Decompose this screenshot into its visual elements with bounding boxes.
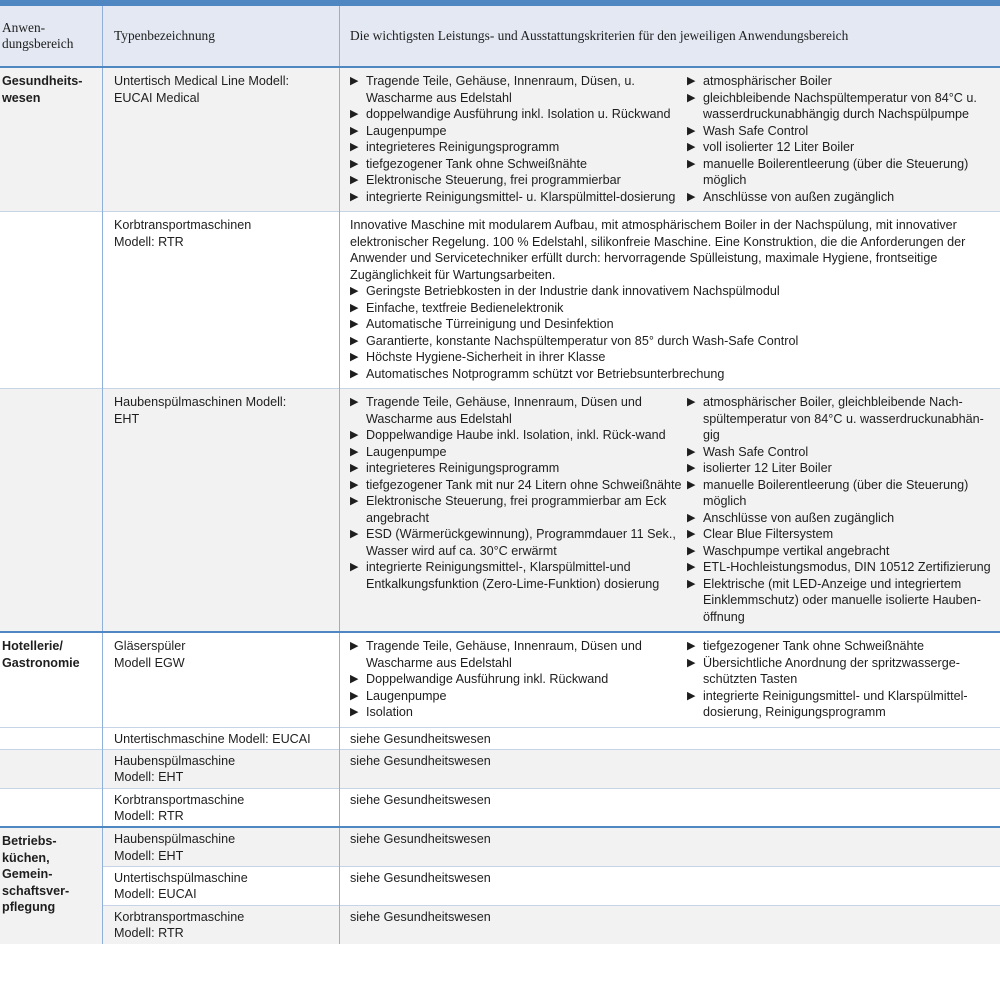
header-area-line1: Anwen-: [2, 19, 46, 35]
list-item: ▶ Anschlüsse von außen zugänglich: [687, 510, 1000, 527]
area-label: pflegung: [2, 900, 56, 914]
list-item: ▶ Doppelwandige Ausführung inkl. Rückwand: [350, 671, 687, 688]
list-item: ▶ integrieteres Reinigungsprogramm: [350, 460, 687, 477]
type-label: Korbtransportmaschine: [114, 792, 245, 807]
header-criteria: Die wichtigsten Leistungs- und Ausstattungskriterien für den jeweiligen Anwendungsbereich: [340, 6, 1000, 67]
area-cell: [0, 749, 103, 788]
list-item: ▶ Laugenpumpe: [350, 444, 687, 461]
type-cell: [103, 905, 340, 944]
list-item: ▶ Geringste Betriebkosten in der Industrie dank innovativem Nachspülmodul: [350, 283, 992, 300]
list-item: ▶ Wash Safe Control: [687, 444, 1000, 461]
type-label: Gläserspüler: [114, 639, 186, 653]
list-item: ▶ Einfache, textfreie Bedienelektronik: [350, 300, 992, 317]
list-item: ▶ Tragende Teile, Gehäuse, Innenraum, Düsen und Wascharme aus Edelstahl: [350, 394, 687, 427]
criteria-list: [350, 283, 992, 382]
type-cell: [103, 827, 340, 866]
area-label: wesen: [2, 90, 41, 105]
table-row: [0, 749, 1000, 788]
list-item: ▶ Tragende Teile, Gehäuse, Innenraum, Düsen und Wascharme aus Edelstahl: [350, 638, 687, 671]
product-table: [0, 6, 1000, 944]
list-item: ▶ Automatische Türreinigung und Desinfektion: [350, 316, 992, 333]
table-row: [0, 632, 1000, 727]
criteria-cell: [340, 632, 1000, 727]
criteria-cell: [340, 389, 1000, 633]
type-label: Modell: RTR: [114, 926, 184, 940]
reference-text: siehe Gesundheitswesen: [350, 832, 491, 846]
list-item: ▶ atmosphärischer Boiler, gleichbleibende Nach-spültemperatur von 84°C u. wasserdruckunabhän-gig: [687, 394, 1000, 444]
list-item: ▶ gleichbleibende Nachspültemperatur von 84°C u. wasserdruckunabhängig durch Nachspülpumpe: [687, 90, 1000, 123]
type-label: EUCAI Medical: [114, 90, 200, 105]
list-item: ▶ integrierte Reinigungsmittel-, Klarspülmittel-und Entkalkungsfunktion (Zero-Lime-Funktion) dosierung: [350, 559, 687, 592]
list-item: ▶ Doppelwandige Haube inkl. Isolation, inkl. Rück-wand: [350, 427, 687, 444]
table-row: [0, 905, 1000, 944]
type-label: Modell: RTR: [114, 809, 184, 823]
list-item: ▶ Elektrische (mit LED-Anzeige und integriertem Einklemmschutz) oder manuelle isolierte Hauben-öffnung: [687, 576, 1000, 626]
list-item: ▶ ESD (Wärmerückgewinnung), Programmdauer 11 Sek., Wasser wird auf ca. 30°C erwärmt: [350, 526, 687, 559]
criteria-intro: Innovative Maschine mit modularem Aufbau, mit atmosphärischem Boiler in der Nachspülung, mit innovativer elektronischer Regelung. 100 % Edelstahl, silikonfreie Maschine. Eine Konstruktion, die die Anforderungen der Anwender und Servicetechniker erfüllt durch: hervorragende Spülleistung, maximale Hygiene, frontseitige Zugänglichkeit für Wartungsarbeiten.: [350, 218, 966, 282]
list-item: ▶ Clear Blue Filtersystem: [687, 526, 1000, 543]
list-item: ▶ voll isolierter 12 Liter Boiler: [687, 139, 1000, 156]
list-item: ▶ Laugenpumpe: [350, 123, 687, 140]
area-cell: [0, 389, 103, 633]
list-item: ▶ manuelle Boilerentleerung (über die Steuerung) möglich: [687, 477, 1000, 510]
reference-text: siehe Gesundheitswesen: [350, 792, 491, 807]
header-area-line2: dungsbereich: [2, 36, 74, 51]
list-item: ▶ Laugenpumpe: [350, 688, 687, 705]
criteria-cell: [340, 212, 1000, 389]
area-label: Gastronomie: [2, 655, 80, 670]
type-label: Untertischmaschine Modell: EUCAI: [114, 731, 311, 746]
area-cell: [0, 212, 103, 389]
type-label: Modell: EHT: [114, 770, 184, 784]
list-item: ▶ ETL-Hochleistungsmodus, DIN 10512 Zertifizierung: [687, 559, 1000, 576]
list-item: ▶ Höchste Hygiene-Sicherheit in ihrer Klasse: [350, 349, 992, 366]
criteria-cell: [340, 827, 1000, 866]
list-item: ▶ Garantierte, konstante Nachspültemperatur von 85° durch Wash-Safe Control: [350, 333, 992, 350]
type-label: Modell: RTR: [114, 234, 184, 249]
area-label: Hotellerie/: [2, 639, 63, 653]
type-label: Korbtransportmaschine: [114, 909, 245, 924]
criteria-cell: [340, 788, 1000, 827]
area-cell: [0, 727, 103, 749]
type-label: Untertisch Medical Line Modell:: [114, 74, 289, 88]
list-item: ▶ Wash Safe Control: [687, 123, 1000, 140]
criteria-cell: [340, 727, 1000, 749]
list-item: ▶ isolierter 12 Liter Boiler: [687, 460, 1000, 477]
table-header-row: [0, 6, 1000, 67]
criteria-list-left: [350, 73, 687, 205]
header-type: Typenbezeichnung: [103, 6, 340, 67]
criteria-cell: [340, 905, 1000, 944]
type-label: Modell: EHT: [114, 848, 184, 863]
reference-text: siehe Gesundheitswesen: [350, 870, 491, 885]
criteria-cell: [340, 866, 1000, 905]
type-cell: [103, 749, 340, 788]
criteria-list-right: [687, 638, 1000, 721]
area-cell: [0, 67, 103, 212]
area-cell: [0, 788, 103, 827]
list-item: ▶ integrieteres Reinigungsprogramm: [350, 139, 687, 156]
table-row: [0, 212, 1000, 389]
type-label: Modell: EUCAI: [114, 887, 197, 901]
list-item: ▶ Übersichtliche Anordnung der spritzwasserge-schützten Tasten: [687, 655, 1000, 688]
list-item: ▶ manuelle Boilerentleerung (über die Steuerung) möglich: [687, 156, 1000, 189]
type-label: Haubenspülmaschine: [114, 753, 236, 768]
table-row: [0, 727, 1000, 749]
type-label: Modell EGW: [114, 655, 185, 670]
list-item: ▶ Anschlüsse von außen zugänglich: [687, 189, 1000, 206]
area-cell: [0, 827, 103, 944]
criteria-cell: [340, 67, 1000, 212]
header-area: [0, 6, 103, 67]
type-cell: [103, 632, 340, 727]
list-item: ▶ tiefgezogener Tank ohne Schweißnähte: [687, 638, 1000, 655]
type-label: EHT: [114, 411, 140, 426]
criteria-list-right: [687, 73, 1000, 205]
reference-text: siehe Gesundheitswesen: [350, 753, 491, 768]
list-item: ▶ tiefgezogener Tank mit nur 24 Litern ohne Schweißnähte: [350, 477, 687, 494]
table-row: [0, 788, 1000, 827]
type-cell: [103, 788, 340, 827]
table-row: [0, 827, 1000, 866]
type-cell: [103, 67, 340, 212]
list-item: ▶ Elektronische Steuerung, frei programmierbar am Eck angebracht: [350, 493, 687, 526]
criteria-cell: [340, 749, 1000, 788]
list-item: ▶ Waschpumpe vertikal angebracht: [687, 543, 1000, 560]
criteria-list-left: [350, 638, 687, 721]
reference-text: siehe Gesundheitswesen: [350, 731, 491, 746]
list-item: ▶ Elektronische Steuerung, frei programmierbar: [350, 172, 687, 189]
criteria-list-right: [687, 394, 1000, 625]
table-row: [0, 866, 1000, 905]
list-item: ▶ integrierte Reinigungsmittel- und Klarspülmittel-dosierung, Reinigungsprogramm: [687, 688, 1000, 721]
list-item: ▶ Isolation: [350, 704, 687, 721]
table-row: [0, 389, 1000, 633]
type-cell: [103, 212, 340, 389]
list-item: ▶ tiefgezogener Tank ohne Schweißnähte: [350, 156, 687, 173]
reference-text: siehe Gesundheitswesen: [350, 909, 491, 924]
area-label: Gemein-: [2, 867, 53, 881]
list-item: ▶ doppelwandige Ausführung inkl. Isolation u. Rückwand: [350, 106, 687, 123]
area-label: küchen,: [2, 850, 50, 865]
area-label: Betriebs-: [2, 834, 57, 848]
type-cell: [103, 727, 340, 749]
type-label: Haubenspülmaschinen Modell:: [114, 395, 287, 409]
area-label: Gesundheits-: [2, 74, 83, 88]
type-label: Haubenspülmaschine: [114, 832, 236, 846]
table-row: [0, 67, 1000, 212]
type-cell: [103, 866, 340, 905]
area-label: schaftsver-: [2, 883, 70, 898]
list-item: ▶ atmosphärischer Boiler: [687, 73, 1000, 90]
criteria-list-left: [350, 394, 687, 625]
type-label: Korbtransportmaschinen: [114, 218, 252, 232]
area-cell: [0, 632, 103, 727]
list-item: ▶ Automatisches Notprogramm schützt vor Betriebsunterbrechung: [350, 366, 992, 383]
type-label: Untertischspülmaschine: [114, 870, 248, 885]
list-item: ▶ Tragende Teile, Gehäuse, Innenraum, Düsen, u. Wascharme aus Edelstahl: [350, 73, 687, 106]
list-item: ▶ integrierte Reinigungsmittel- u. Klarspülmittel-dosierung: [350, 189, 687, 206]
type-cell: [103, 389, 340, 633]
